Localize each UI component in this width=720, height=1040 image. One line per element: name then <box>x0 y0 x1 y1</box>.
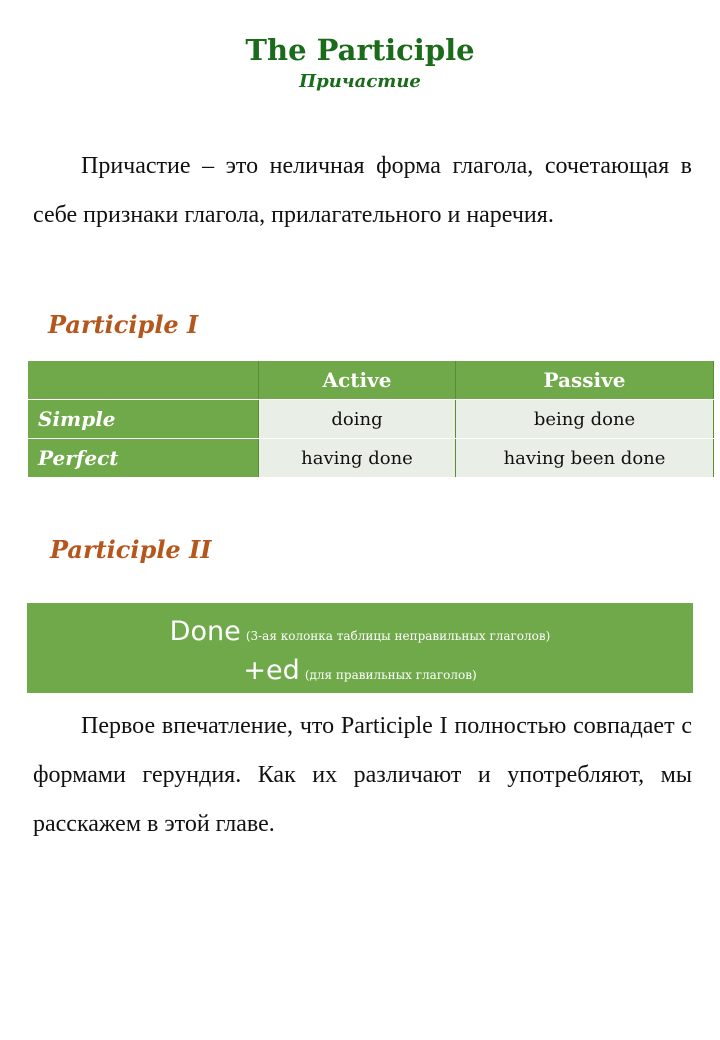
participle-2-banner <box>27 603 693 693</box>
done-form: Done <box>169 616 241 647</box>
page-title: The Participle <box>245 33 475 67</box>
ed-form: +ed <box>243 655 300 686</box>
participle-1-heading: Participle I <box>48 310 199 339</box>
participle-1-table <box>28 361 714 478</box>
table-row <box>28 400 714 439</box>
row-label-simple: Simple <box>28 400 259 439</box>
cell-perfect-passive: having been done <box>456 439 714 478</box>
regular-note: (для правильных глаголов) <box>304 668 477 682</box>
cell-simple-active: doing <box>259 400 456 439</box>
row-label-perfect: Perfect <box>28 439 259 478</box>
participle-2-heading: Participle II <box>50 535 212 564</box>
banner-line-regular <box>27 654 693 692</box>
banner-line-irregular <box>27 615 693 653</box>
conclusion-paragraph: Первое впечатление, что Participle I полностью совпадает с формами герундия. Как их различают и употребляют, мы расскажем в этой главе. <box>33 713 692 837</box>
table-header-row <box>28 361 714 400</box>
column-header-passive: Passive <box>456 361 714 400</box>
irregular-note: (3-ая колонка таблицы неправильных глаголов) <box>245 629 551 643</box>
column-header-active: Active <box>259 361 456 400</box>
cell-simple-passive: being done <box>456 400 714 439</box>
table-row <box>28 439 714 478</box>
intro-paragraph: Причастие – это неличная форма глагола, сочетающая в себе признаки глагола, прилагательного и наречия. <box>33 153 692 228</box>
page-subtitle: Причастие <box>299 71 421 92</box>
cell-perfect-active: having done <box>259 439 456 478</box>
table-corner-cell <box>28 361 259 400</box>
